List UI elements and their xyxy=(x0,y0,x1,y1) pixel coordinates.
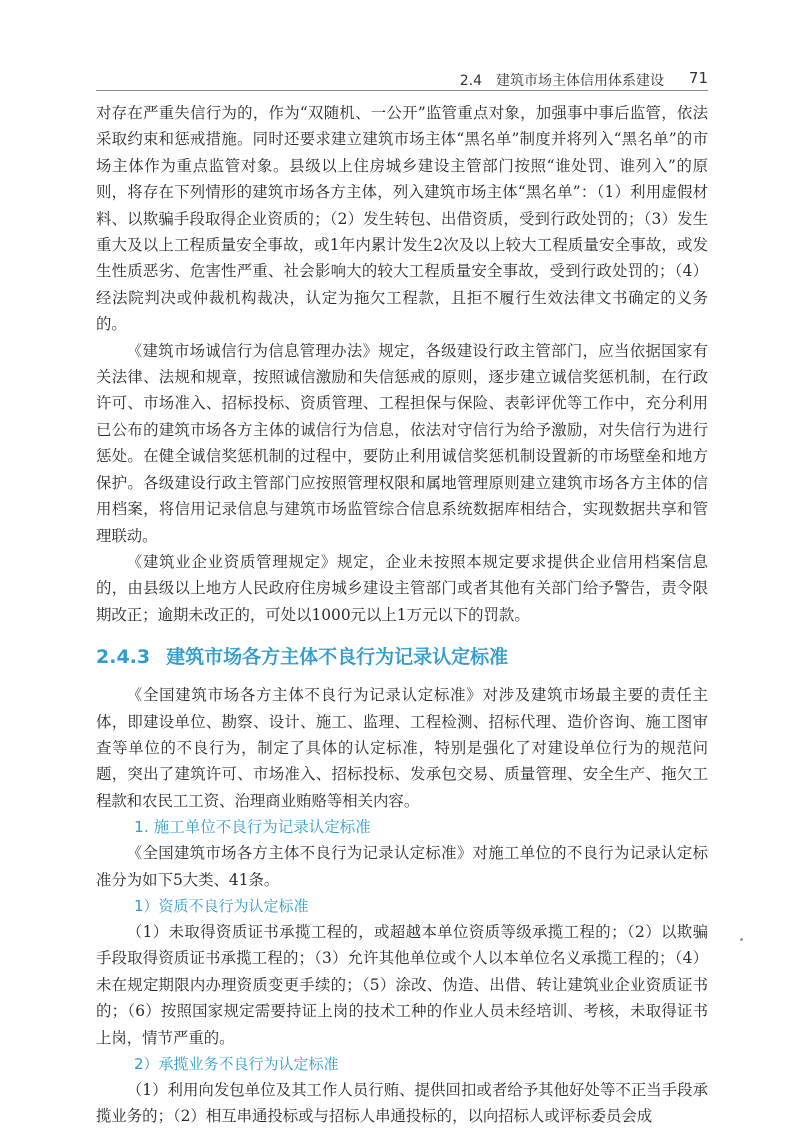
section-heading-2-4-3 xyxy=(96,642,708,672)
margin-speck xyxy=(740,938,743,941)
section-title: 建筑市场各方主体不良行为记录认定标准 xyxy=(166,646,509,669)
subheading-construction-units: 1. 施工单位不良行为记录认定标准 xyxy=(134,818,371,837)
running-header xyxy=(96,68,708,91)
subheading-qualification: 1）资质不良行为认定标准 xyxy=(134,896,309,915)
paragraph-qualification-items: （1）未取得资质证书承揽工程的，或超越本单位资质等级承揽工程的；（2）以欺骗手段取得资质证书承揽工程的；（3）允许其他单位或个人以本单位名义承揽工程的；（4）未在规定期限内办理资质变更手续的；（5）涂改、伪造、出借、转让建筑业企业资质证书的；（6）按照国家规定需要持证上岗的技术工种的作业人员未经培训、考核，未取得证书上岗，情节严重的。 xyxy=(96,922,708,1047)
body-content xyxy=(96,100,708,1130)
paragraph-standard-overview: 《全国建筑市场各方主体不良行为记录认定标准》对涉及建筑市场最主要的责任主体，即建设单位、勘察、设计、施工、监理、工程检测、招标代理、造价咨询、施工图审查等单位的不良行为，制定了具体的认定标准，特别是强化了对建设单位行为的规范问题，突出了建筑许可、市场准入、招标投标、发承包交易、质量管理、安全生产、拖欠工程款和农民工工资、治理商业贿赂等相关内容。 xyxy=(96,686,708,810)
paragraph-blacklist: 对存在严重失信行为的，作为“双随机、一公开”监管重点对象，加强事中事后监管，依法采取约束和惩戒措施。同时还要求建立建筑市场主体“黑名单”制度并将列入“黑名单”的市场主体作为重点监管对象。县级以上住房城乡建设主管部门按照“谁处罚、谁列入”的原则，将存在下列情形的建筑市场各方主体，列入建筑市场主体“黑名单”：（1）利用虚假材料、以欺骗手段取得企业资质的；（2）发生转包、出借资质，受到行政处罚的；（3）发生重大及以上工程质量安全事故，或1年内累计发生2次及以上较大工程质量安全事故，或发生性质恶劣、危害性严重、社会影响大的较大工程质量安全事故，受到行政处罚的；（4）经法院判决或仲裁机构裁决，认定为拖欠工程款，且拒不履行生效法律文书确定的义务的。 xyxy=(96,104,708,334)
subheading-contracting: 2）承揽业务不良行为认定标准 xyxy=(134,1055,339,1073)
header-section-title: 2.4 建筑市场主体信用体系建设 xyxy=(459,73,664,89)
paragraph-categories: 《全国建筑市场各方主体不良行为记录认定标准》对施工单位的不良行为记录认定标准分为如下5大类、41条。 xyxy=(96,844,708,889)
page-number: 71 xyxy=(688,69,708,87)
section-number: 2.4.3 xyxy=(96,646,151,669)
paragraph-integrity-measures: 《建筑市场诚信行为信息管理办法》规定，各级建设行政主管部门，应当依据国家有关法律、法规和规章，按照诚信激励和失信惩戒的原则，逐步建立诚信奖惩机制，在行政许可、市场准入、招标投标、资质管理、工程担保与保险、表彰评优等工作中，充分利用已公布的建筑市场各方主体的诚信行为信息，依法对守信行为给予激励，对失信行为进行惩处。在健全诚信奖惩机制的过程中，要防止利用诚信奖惩机制设置新的市场壁垒和地方保护。各级建设行政主管部门应按照管理权限和属地管理原则建立建筑市场各方主体的信用档案，将信用记录信息与建筑市场监管综合信息系统数据库相结合，实现数据共享和管理联动。 xyxy=(96,341,708,545)
paragraph-qualification-rules: 《建筑业企业资质管理规定》规定，企业未按照本规定要求提供企业信用档案信息的，由县级以上地方人民政府住房城乡建设主管部门或者其他有关部门给予警告，责令限期改正；逾期未改正的，可处以1000元以上1万元以下的罚款。 xyxy=(96,552,708,624)
paragraph-contracting-items: （1）利用向发包单位及其工作人员行贿、提供回扣或者给予其他好处等不正当手段承揽业务的；（2）相互串通投标或与招标人串通投标的，以向招标人或评标委员会成 xyxy=(96,1081,708,1126)
